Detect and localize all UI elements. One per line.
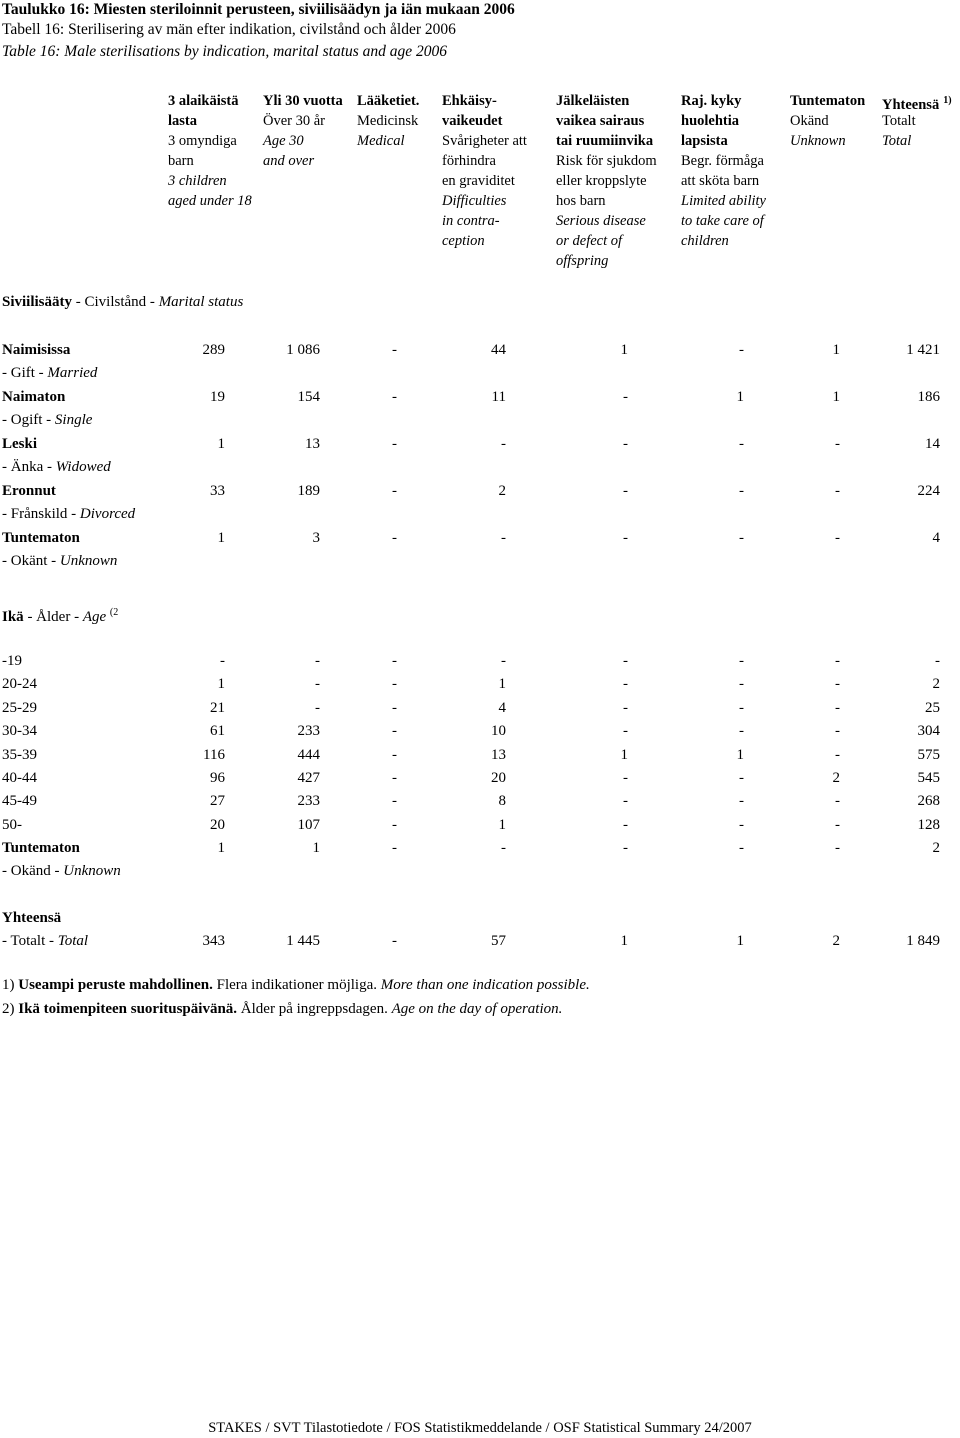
row-label-sv: - Ogift -	[2, 412, 55, 428]
row-label-en: Unknown	[59, 553, 118, 569]
row-label-sv-en	[2, 860, 121, 882]
table-cell: -	[835, 723, 840, 740]
column-header-line: 3 children	[168, 173, 227, 189]
table-cell: -	[623, 389, 628, 405]
table-cell: 2	[832, 770, 840, 786]
table-cell: 14	[925, 436, 940, 452]
table-cell: -	[835, 816, 840, 833]
table-cell: 107	[297, 816, 320, 833]
column-header-sup: 1)	[943, 95, 952, 106]
table-cell: 304	[917, 723, 940, 740]
footnote-fi: Useampi peruste mahdollinen.	[18, 977, 213, 993]
column-header-line: in contra-	[442, 213, 500, 229]
table-cell: 116	[203, 746, 225, 763]
table-cell: -	[739, 699, 744, 716]
table-cell: -	[392, 389, 397, 405]
column-header-line: Svårigheter att	[442, 133, 527, 149]
row-label-en: Total	[57, 933, 89, 949]
column-header-line: Jälkeläisten	[556, 93, 630, 109]
table-cell: -	[739, 530, 744, 546]
row-label-sv-en	[2, 456, 111, 478]
table-cell: 128	[917, 816, 940, 833]
table-cell: 189	[297, 483, 320, 499]
table-cell: 427	[297, 770, 320, 786]
column-header-line: Ehkäisy-	[442, 93, 497, 109]
table-cell: -	[392, 436, 397, 452]
table-cell: 1	[312, 840, 320, 856]
column-header-line: tai ruumiinvika	[556, 133, 654, 149]
section-marital-status	[2, 292, 243, 312]
table-cell: 1	[498, 676, 506, 693]
table-cell: -	[501, 840, 506, 856]
row-label-fi: Yhteensä	[2, 910, 62, 926]
section-label-fi: Ikä	[2, 609, 24, 625]
table-cell: 10	[491, 723, 506, 740]
table-cell: 96	[210, 770, 225, 786]
table-cell: 25	[925, 699, 940, 716]
column-header-line: Okänd	[790, 113, 829, 129]
table-cell: 1	[620, 342, 628, 358]
column-header-line: Difficulties	[442, 193, 507, 209]
table-cell: -	[835, 699, 840, 716]
table-cell: -	[623, 653, 628, 669]
section-label-en: Age	[82, 609, 107, 625]
table-cell: -	[623, 840, 628, 856]
table-cell: 224	[917, 483, 940, 499]
row-label-sv-en	[2, 409, 92, 431]
column-header-line: to take care of	[681, 213, 764, 229]
row-label: 20-24	[2, 676, 37, 693]
table-cell: -	[623, 699, 628, 716]
column-header-line: att sköta barn	[681, 173, 760, 189]
table-cell: 1	[217, 436, 225, 452]
table-cell: -	[392, 483, 397, 499]
column-header-line: Medical	[357, 133, 405, 149]
table-cell: -	[739, 840, 744, 856]
table-cell: 2	[832, 933, 840, 949]
table-cell: -	[739, 723, 744, 740]
row-label-en: Unknown	[63, 863, 121, 879]
column-header-line: ception	[442, 233, 485, 249]
table-cell: -	[623, 676, 628, 693]
footnote-number: 2)	[2, 1001, 19, 1017]
column-header-line: Lääketiet.	[357, 93, 420, 109]
table-cell: 233	[297, 793, 320, 810]
column-header-line: hos barn	[556, 193, 606, 209]
row-label: 45-49	[2, 793, 37, 810]
table-cell: -	[501, 436, 506, 452]
table-cell: -	[315, 653, 320, 669]
section-label-fi: Siviilisääty	[2, 294, 73, 310]
title-sv: Tabell 16: Sterilisering av män efter indikation, civilstånd och ålder 2006	[2, 21, 456, 38]
table-cell: 444	[297, 746, 320, 763]
row-label-sv: - Okänd -	[2, 863, 64, 879]
column-header-line: Tuntematon	[790, 93, 866, 109]
table-cell: -	[623, 436, 628, 452]
table-cell: -	[739, 342, 744, 358]
row-label-fi: Eronnut	[2, 483, 56, 499]
table-cell: -	[392, 530, 397, 546]
table-cell: -	[392, 793, 397, 810]
table-cell: 3	[312, 530, 320, 546]
table-cell: -	[392, 840, 397, 856]
column-header-line: lasta	[168, 113, 197, 129]
table-cell: -	[739, 653, 744, 669]
row-label-fi: Naimisissa	[2, 342, 71, 358]
table-cell: -	[501, 530, 506, 546]
table-cell: -	[835, 483, 840, 499]
row-label-en: Married	[47, 365, 98, 381]
column-header-line: vaikeudet	[442, 113, 503, 129]
table-cell: -	[623, 530, 628, 546]
row-label: 50-	[2, 816, 22, 833]
column-header-line: Total	[882, 133, 912, 149]
table-cell: -	[739, 483, 744, 499]
row-label-sv-en	[2, 550, 117, 572]
table-cell: 8	[498, 793, 506, 810]
table-cell: -	[392, 770, 397, 786]
table-cell: -	[315, 676, 320, 693]
section-label-sv: - Civilstånd -	[72, 294, 159, 310]
table-cell: 575	[917, 746, 940, 763]
table-cell: 20	[210, 816, 225, 833]
table-cell: -	[392, 933, 397, 949]
column-header-line: eller kroppslyte	[556, 173, 647, 189]
section-sup: (2	[109, 607, 119, 618]
column-header-line: aged under 18	[168, 193, 252, 209]
table-cell: -	[835, 436, 840, 452]
column-header-line: Totalt	[882, 113, 916, 129]
row-label-en: Widowed	[55, 459, 111, 475]
table-cell: -	[739, 793, 744, 810]
table-cell: -	[935, 653, 940, 669]
table-cell: -	[739, 770, 744, 786]
table-cell: 2	[932, 840, 940, 856]
column-header-line: Begr. förmåga	[681, 153, 764, 169]
column-header-line: Medicinsk	[357, 113, 419, 129]
table-cell: 27	[210, 793, 225, 810]
column-header-line: barn	[168, 153, 194, 169]
title-fi: Taulukko 16: Miesten steriloinnit perusteen, siviilisäädyn ja iän mukaan 2006	[2, 1, 515, 18]
table-cell: -	[623, 723, 628, 740]
table-cell: -	[739, 436, 744, 452]
column-header-line: Yli 30 vuotta	[263, 93, 343, 109]
row-label: 30-34	[2, 723, 37, 740]
table-cell: 154	[297, 389, 320, 405]
table-cell: 1	[832, 389, 840, 405]
row-label-fi: Tuntematon	[2, 530, 80, 546]
section-age	[2, 603, 118, 627]
footnote	[2, 974, 590, 996]
table-cell: -	[623, 770, 628, 786]
row-label: 35-39	[2, 746, 37, 763]
row-label-sv: - Frånskild -	[2, 506, 80, 522]
table-cell: -	[392, 653, 397, 669]
row-label-fi: Naimaton	[2, 389, 66, 405]
column-header-line: Yhteensä $^{1)}$	[882, 95, 952, 113]
footnote-sv: Ålder på ingreppsdagen.	[237, 1001, 392, 1017]
table-cell: -	[392, 342, 397, 358]
table-cell: 4	[932, 530, 940, 546]
row-label-fi: Tuntematon	[2, 840, 80, 856]
row-label-sv: - Gift -	[2, 365, 48, 381]
table-cell: 2	[932, 676, 940, 693]
row-label-sv: - Änka -	[2, 459, 56, 475]
table-cell: 289	[202, 342, 225, 358]
row-label-sv-en	[2, 503, 135, 525]
row-label-en: Divorced	[79, 506, 136, 522]
table-cell: 44	[491, 342, 506, 358]
table-cell: 1	[217, 530, 225, 546]
column-header-line: Age 30	[263, 133, 304, 149]
row-label: 25-29	[2, 699, 37, 716]
table-cell: 1	[736, 933, 744, 949]
column-header-line: offspring	[556, 253, 609, 269]
table-cell: -	[739, 816, 744, 833]
column-header-line: Raj. kyky	[681, 93, 742, 109]
table-cell: -	[501, 653, 506, 669]
table-cell: 343	[202, 933, 225, 949]
column-header-line: and over	[263, 153, 315, 169]
table-cell: -	[392, 699, 397, 716]
column-header-line: 3 omyndiga	[168, 133, 237, 149]
table-cell: -	[835, 793, 840, 810]
column-header-line: Serious disease	[556, 213, 646, 229]
footnote-sv: Flera indikationer möjliga.	[212, 977, 381, 993]
column-header-line: vaikea sairaus	[556, 113, 645, 129]
table-cell: 1	[832, 342, 840, 358]
table-cell: -	[315, 699, 320, 716]
table-cell: 1 849	[906, 933, 940, 949]
row-label-sv: - Okänt -	[2, 553, 60, 569]
table-cell: 1	[620, 933, 628, 949]
table-cell: -	[835, 746, 840, 763]
table-cell: 13	[305, 436, 320, 452]
table-cell: -	[392, 746, 397, 763]
table-cell: 57	[491, 933, 506, 949]
table-cell: 268	[917, 793, 940, 810]
section-label-en: Marital status	[158, 294, 244, 310]
table-cell: 186	[917, 389, 940, 405]
table-cell: -	[623, 483, 628, 499]
row-label: -19	[2, 653, 22, 669]
table-cell: 20	[491, 770, 506, 786]
table-cell: 1	[217, 840, 225, 856]
footer: STAKES / SVT Tilastotiedote / FOS Statistikmeddelande / OSF Statistical Summary 24/2007	[208, 1420, 752, 1436]
column-header-line: Risk för sjukdom	[556, 153, 657, 169]
table-cell: -	[392, 723, 397, 740]
row-label-sv-en	[2, 930, 88, 952]
table-cell: 1	[736, 746, 744, 763]
row-label-sv: - Totalt -	[2, 933, 58, 949]
table-cell: -	[835, 653, 840, 669]
table-cell: -	[835, 676, 840, 693]
footnote	[2, 998, 562, 1020]
table-cell: 19	[210, 389, 225, 405]
column-header-line: children	[681, 233, 729, 249]
footnote-fi: Ikä toimenpiteen suorituspäivänä.	[18, 1001, 238, 1017]
row-label-fi: Leski	[2, 436, 38, 452]
table-cell: 61	[210, 723, 225, 740]
table-cell: 233	[297, 723, 320, 740]
column-header-line: en graviditet	[442, 173, 515, 189]
footnote-en: Age on the day of operation.	[391, 1001, 563, 1017]
title-en: Table 16: Male sterilisations by indication, marital status and age 2006	[2, 43, 448, 60]
table-cell: 1	[736, 389, 744, 405]
table-cell: -	[623, 793, 628, 810]
column-header-line: 3 alaikäistä	[168, 93, 239, 109]
table-cell: 1 421	[906, 342, 940, 358]
table-cell: 1 086	[286, 342, 320, 358]
table-cell: 2	[498, 483, 506, 499]
footnote-number: 1)	[2, 977, 19, 993]
table-cell: -	[392, 676, 397, 693]
table-cell: -	[392, 816, 397, 833]
column-header-line: lapsista	[681, 133, 728, 149]
column-header-line: Limited ability	[681, 193, 766, 209]
table-cell: -	[623, 816, 628, 833]
column-header-line: huolehtia	[681, 113, 740, 129]
table-cell: 4	[498, 699, 506, 716]
table-cell: 1	[498, 816, 506, 833]
table-cell: 1	[217, 676, 225, 693]
table-cell: 11	[491, 389, 506, 405]
table-cell: 545	[917, 770, 940, 786]
table-cell: -	[220, 653, 225, 669]
table-cell: 1 445	[286, 933, 320, 949]
table-cell: 13	[491, 746, 506, 763]
column-header-line: förhindra	[442, 153, 496, 169]
row-label-en: Single	[54, 412, 93, 428]
column-header-line: Unknown	[790, 133, 846, 149]
section-label-sv: - Ålder -	[23, 609, 83, 625]
table-cell: -	[835, 530, 840, 546]
footnote-en: More than one indication possible.	[380, 977, 590, 993]
table-cell: -	[739, 676, 744, 693]
column-header-line: or defect of	[556, 233, 623, 249]
column-header-line: Över 30 år	[263, 113, 326, 129]
table-cell: 21	[210, 699, 225, 716]
row-label: 40-44	[2, 770, 37, 786]
table-cell: 1	[620, 746, 628, 763]
row-label-sv-en	[2, 362, 97, 384]
table-cell: 33	[210, 483, 225, 499]
table-cell: -	[835, 840, 840, 856]
